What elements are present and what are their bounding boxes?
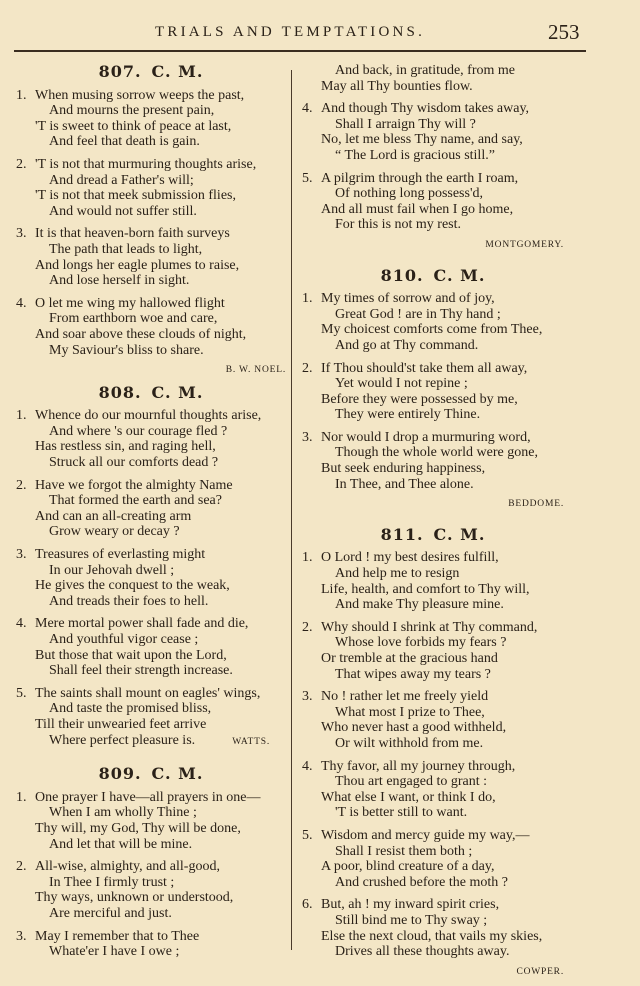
verse-number: 5. bbox=[302, 170, 313, 186]
verse-line bbox=[16, 327, 286, 343]
verse-number: 3. bbox=[16, 928, 27, 944]
verse-number: 2. bbox=[16, 859, 27, 875]
verse-text: My Saviour's bliss to share. bbox=[49, 342, 204, 358]
verse-text: Treasures of everlasting might bbox=[35, 547, 206, 563]
verse-line bbox=[302, 736, 564, 752]
verse-text: It is that heaven-born faith surveys bbox=[35, 226, 230, 242]
verse-line bbox=[16, 258, 286, 274]
verse-text: And youthful vigor cease ; bbox=[49, 632, 199, 647]
verse-text: Who never hast a good withheld, bbox=[321, 720, 507, 736]
hymn-807 bbox=[16, 88, 286, 359]
verse-line bbox=[16, 632, 286, 648]
verse-line bbox=[16, 616, 286, 632]
verse-line bbox=[16, 805, 286, 821]
verse-line bbox=[302, 186, 564, 202]
verse-line bbox=[302, 667, 564, 683]
verse-line bbox=[302, 790, 564, 806]
verse-number: 4. bbox=[302, 101, 313, 117]
verse-number: 1. bbox=[302, 291, 313, 307]
verse-line bbox=[16, 493, 286, 509]
verse-number: 3. bbox=[16, 547, 27, 563]
verse-text: And help me to resign bbox=[335, 566, 460, 582]
verse-text: And dread a Father's will; bbox=[49, 172, 194, 188]
verse-line bbox=[16, 890, 286, 906]
right-column bbox=[302, 63, 564, 986]
verse-text: No, let me bless Thy name, and say, bbox=[321, 132, 523, 148]
verse-text: And feel that death is gain. bbox=[49, 134, 200, 150]
verse-text: “ The Lord is gracious still.” bbox=[335, 147, 495, 163]
verse-line bbox=[302, 322, 564, 338]
verse-line bbox=[302, 101, 564, 117]
verse bbox=[302, 63, 564, 94]
verse-number: 2. bbox=[302, 619, 313, 635]
verse bbox=[302, 828, 564, 890]
verse-text: Struck all our comforts dead ? bbox=[49, 455, 219, 471]
verse-text: Great God ! are in Thy hand ; bbox=[335, 306, 501, 322]
verse-text: If Thou should'st take them all away, bbox=[321, 360, 528, 376]
verse-text: And make Thy pleasure mine. bbox=[335, 597, 504, 613]
verse-line: May all Thy bounties flow. bbox=[321, 78, 473, 94]
hymn-810-author: BEDDOME. bbox=[508, 499, 564, 510]
page-number: 253 bbox=[548, 20, 580, 44]
verse bbox=[302, 101, 564, 163]
hymn-809-verses-continued bbox=[302, 101, 564, 233]
verse-line bbox=[302, 117, 564, 133]
verse-number: 2. bbox=[16, 156, 27, 172]
verse-text: 'T is better still to want. bbox=[335, 805, 468, 821]
verse-line bbox=[16, 875, 286, 891]
verse-line bbox=[302, 689, 564, 705]
verse-text: Thy favor, all my journey through, bbox=[321, 758, 516, 774]
verse-number: 4. bbox=[16, 295, 27, 311]
verse-text: That wipes away my tears ? bbox=[335, 666, 491, 682]
verse bbox=[16, 296, 286, 358]
verse-text: One prayer I have—all prayers in one— bbox=[35, 789, 261, 805]
verse-line bbox=[302, 566, 564, 582]
header-rule bbox=[14, 50, 586, 52]
verse-text: Still bind me to Thy sway ; bbox=[335, 912, 488, 928]
verse-line bbox=[16, 157, 286, 173]
verse-line bbox=[16, 790, 286, 806]
verse-text: 'T is sweet to think of peace at last, bbox=[35, 118, 232, 134]
verse-line bbox=[16, 273, 286, 289]
verse-number: 4. bbox=[16, 616, 27, 632]
verse-text: Or tremble at the gracious hand bbox=[321, 651, 498, 666]
verse-text: Are merciful and just. bbox=[49, 905, 172, 921]
verse-text: Till their unwearied feet arrive bbox=[35, 716, 207, 732]
hymn-807-heading: 807. C. M. bbox=[98, 62, 204, 81]
verse-text: In Thee I firmly trust ; bbox=[49, 874, 175, 890]
verse-text: What most I prize to Thee, bbox=[335, 704, 485, 720]
verse-text: But seek enduring happiness, bbox=[321, 461, 486, 477]
verse-text: And taste the promised bliss, bbox=[49, 701, 212, 717]
verse-text: All-wise, almighty, and all-good, bbox=[35, 859, 220, 875]
left-column bbox=[16, 58, 286, 967]
verse-text: A pilgrim through the earth I roam, bbox=[321, 170, 519, 186]
hymn-808 bbox=[16, 408, 286, 748]
verse-line bbox=[16, 859, 286, 875]
verse-line bbox=[302, 705, 564, 721]
verse-line bbox=[16, 424, 286, 440]
verse-number: 2. bbox=[302, 360, 313, 376]
verse-line bbox=[16, 478, 286, 494]
verse-text: And all must fail when I go home, bbox=[321, 201, 514, 217]
hymn-811-author: COWPER. bbox=[516, 966, 564, 977]
verse-line bbox=[16, 88, 286, 104]
verse-text: Wisdom and mercy guide my way,— bbox=[321, 827, 530, 843]
hymn-811 bbox=[302, 550, 564, 959]
verse-line bbox=[302, 148, 564, 164]
verse-line bbox=[302, 338, 564, 354]
verse bbox=[16, 408, 286, 470]
verse-number: 1. bbox=[16, 789, 27, 805]
verse-line bbox=[16, 563, 286, 579]
verse-text: O Lord ! my best desires fulfill, bbox=[321, 550, 499, 566]
verse-line bbox=[302, 597, 564, 613]
verse-text: And where 's our courage fled ? bbox=[49, 423, 228, 439]
verse-text: And crushed before the moth ? bbox=[335, 874, 508, 890]
verse-line bbox=[302, 651, 564, 667]
verse-line bbox=[302, 132, 564, 148]
hymn-810-heading: 810. C. M. bbox=[380, 265, 486, 285]
verse-text: Before they were possessed by me, bbox=[321, 391, 518, 407]
verse-line bbox=[302, 635, 564, 651]
verse-text: 'T is not that meek submission flies, bbox=[35, 188, 236, 204]
verse bbox=[302, 759, 564, 821]
verse-text: Nor would I drop a murmuring word, bbox=[321, 429, 531, 445]
verse-line bbox=[302, 875, 564, 891]
verse-line bbox=[16, 311, 286, 327]
verse-line bbox=[302, 445, 564, 461]
hymn-808-heading: 808. C. M. bbox=[98, 382, 204, 402]
verse-line bbox=[16, 343, 286, 359]
verse-number: 1. bbox=[16, 408, 27, 424]
verse-line bbox=[302, 171, 564, 187]
verse-line bbox=[16, 906, 286, 922]
verse-number: 6. bbox=[302, 897, 313, 913]
verse-number: 4. bbox=[302, 758, 313, 774]
verse-line bbox=[302, 859, 564, 875]
verse-text: My choicest comforts come from Thee, bbox=[321, 322, 543, 338]
verse-line bbox=[16, 204, 286, 220]
verse-line bbox=[302, 929, 564, 945]
verse-text: For this is not my rest. bbox=[335, 217, 462, 233]
verse-line bbox=[16, 439, 286, 455]
verse bbox=[302, 171, 564, 233]
verse bbox=[16, 616, 286, 678]
hymn-810 bbox=[302, 291, 564, 492]
verse-line bbox=[302, 392, 564, 408]
verse-number: 5. bbox=[16, 685, 27, 701]
verse bbox=[16, 859, 286, 921]
verse-text: And treads their foes to hell. bbox=[49, 593, 209, 609]
verse-text: A poor, blind creature of a day, bbox=[321, 859, 495, 875]
verse-text: And can an all-creating arm bbox=[35, 508, 192, 524]
verse-text: Life, health, and comfort to Thy will, bbox=[321, 581, 530, 597]
verse-line bbox=[16, 509, 286, 525]
verse bbox=[302, 361, 564, 423]
verse-line bbox=[302, 550, 564, 566]
verse-line bbox=[16, 648, 286, 664]
verse-text: And longs her eagle plumes to raise, bbox=[35, 257, 240, 273]
verse-line bbox=[302, 291, 564, 307]
verse bbox=[16, 157, 286, 219]
verse bbox=[16, 686, 286, 748]
hymn-author: WATTS. bbox=[232, 736, 270, 747]
verse bbox=[302, 897, 564, 959]
verse-text: Have we forgot the almighty Name bbox=[35, 477, 233, 493]
verse-text: And soar above these clouds of night, bbox=[35, 326, 247, 342]
verse-text: And would not suffer still. bbox=[49, 203, 197, 219]
verse-line bbox=[302, 376, 564, 392]
verse-number: 1. bbox=[302, 550, 313, 566]
verse-line bbox=[16, 188, 286, 204]
hymn-811-heading: 811. C. M. bbox=[380, 524, 486, 544]
verse-line bbox=[16, 296, 286, 312]
verse-line bbox=[16, 733, 286, 749]
verse-text: Shall feel their strength increase. bbox=[49, 663, 233, 679]
hymn-809 bbox=[16, 790, 286, 960]
verse-line bbox=[302, 944, 564, 960]
verse-number: 1. bbox=[16, 87, 27, 103]
verse-text: Grow weary or decay ? bbox=[49, 524, 180, 540]
verse-number: 3. bbox=[302, 689, 313, 705]
verse-line bbox=[16, 547, 286, 563]
verse-line bbox=[16, 119, 286, 135]
verse-text: That formed the earth and sea? bbox=[49, 493, 222, 509]
verse-line bbox=[302, 217, 564, 233]
verse-text: They were entirely Thine. bbox=[335, 407, 481, 423]
verse-text: When musing sorrow weeps the past, bbox=[35, 87, 245, 103]
verse bbox=[302, 620, 564, 682]
verse-number: 3. bbox=[302, 429, 313, 445]
verse-text: 'T is not that murmuring thoughts arise, bbox=[35, 156, 257, 172]
verse-line bbox=[302, 202, 564, 218]
verse-text: No ! rather let me freely yield bbox=[321, 689, 489, 705]
running-title: TRIALS AND TEMPTATIONS. bbox=[155, 24, 426, 40]
verse-line bbox=[16, 226, 286, 242]
verse bbox=[16, 88, 286, 150]
verse-line bbox=[302, 461, 564, 477]
verse-number: 2. bbox=[16, 477, 27, 493]
verse-line bbox=[302, 805, 564, 821]
verse-text: In Thee, and Thee alone. bbox=[335, 476, 474, 492]
verse-text: And go at Thy command. bbox=[335, 337, 479, 353]
verse bbox=[16, 547, 286, 609]
hymn-807-author: B. W. NOEL. bbox=[225, 365, 286, 376]
verse-line bbox=[302, 720, 564, 736]
verse-line bbox=[302, 361, 564, 377]
verse-line bbox=[302, 582, 564, 598]
verse-line bbox=[16, 663, 286, 679]
verse-line bbox=[302, 307, 564, 323]
verse-line bbox=[16, 134, 286, 150]
verse bbox=[302, 291, 564, 353]
verse-line bbox=[302, 407, 564, 423]
verse-line bbox=[16, 242, 286, 258]
hymn-809-heading: 809. C. M. bbox=[98, 764, 204, 784]
verse-text: Yet would I not repine ; bbox=[335, 376, 468, 392]
verse-text: And let that will be mine. bbox=[49, 836, 193, 852]
verse-line bbox=[16, 701, 286, 717]
verse-text: Else the next cloud, that vails my skies, bbox=[321, 928, 543, 944]
verse-text: The path that leads to light, bbox=[49, 241, 203, 257]
verse-line bbox=[16, 594, 286, 610]
verse-text: From earthborn woe and care, bbox=[49, 311, 218, 327]
verse-text: Shall I arraign Thy will ? bbox=[335, 116, 476, 132]
verse-text: Has restless sin, and raging hell, bbox=[35, 439, 216, 455]
verse bbox=[16, 226, 286, 288]
verse-line bbox=[302, 897, 564, 913]
verse-line bbox=[16, 944, 286, 960]
verse-line bbox=[16, 103, 286, 119]
verse-line bbox=[302, 844, 564, 860]
verse bbox=[302, 430, 564, 492]
hymn-809-author: MONTGOMERY. bbox=[485, 239, 564, 250]
verse-line bbox=[16, 821, 286, 837]
verse-line bbox=[16, 408, 286, 424]
page-header bbox=[0, 18, 640, 50]
verse-text: The saints shall mount on eagles' wings, bbox=[35, 685, 261, 701]
verse-line bbox=[16, 686, 286, 702]
hymn-809-continued bbox=[302, 63, 564, 94]
verse-line bbox=[16, 717, 286, 733]
verse-line bbox=[16, 578, 286, 594]
verse-line bbox=[302, 774, 564, 790]
verse-line bbox=[16, 173, 286, 189]
verse-text: Thy will, my God, Thy will be done, bbox=[35, 820, 241, 836]
verse-text: O let me wing my hallowed flight bbox=[35, 295, 225, 311]
verse-text: Mere mortal power shall fade and die, bbox=[35, 616, 249, 632]
verse-text: In our Jehovah dwell ; bbox=[49, 562, 175, 578]
verse-text: Where perfect pleasure is. bbox=[49, 732, 196, 748]
verse-text: Why should I shrink at Thy command, bbox=[321, 619, 538, 635]
verse-text: Whate'er I have I owe ; bbox=[49, 944, 180, 960]
verse-text: But those that wait upon the Lord, bbox=[35, 647, 227, 663]
verse bbox=[302, 550, 564, 612]
verse-number: 3. bbox=[16, 226, 27, 242]
verse-text: And though Thy wisdom takes away, bbox=[321, 101, 530, 117]
verse-text: Drives all these thoughts away. bbox=[335, 944, 510, 960]
verse-number: 5. bbox=[302, 827, 313, 843]
verse bbox=[16, 790, 286, 852]
verse bbox=[302, 689, 564, 751]
verse-text: Thy ways, unknown or understood, bbox=[35, 890, 234, 906]
verse-text: But, ah ! my inward spirit cries, bbox=[321, 897, 500, 913]
verse bbox=[16, 929, 286, 960]
verse-text: What else I want, or think I do, bbox=[321, 789, 496, 805]
verse-text: And lose herself in sight. bbox=[49, 273, 190, 289]
verse-line bbox=[16, 455, 286, 471]
verse-line bbox=[16, 524, 286, 540]
verse-text: Though the whole world were gone, bbox=[335, 445, 538, 461]
verse-text: May I remember that to Thee bbox=[35, 928, 200, 944]
verse-text: Of nothing long possess'd, bbox=[335, 186, 483, 202]
verse-line: And back, in gratitude, from me bbox=[335, 63, 516, 78]
verse-text: He gives the conquest to the weak, bbox=[35, 578, 230, 594]
verse-line bbox=[16, 837, 286, 853]
verse-text: Whose love forbids my fears ? bbox=[335, 635, 507, 651]
verse-text: Or wilt withhold from me. bbox=[335, 735, 484, 751]
verse-text: Thou art engaged to grant : bbox=[335, 774, 488, 790]
verse-line bbox=[302, 828, 564, 844]
column-divider bbox=[291, 70, 292, 950]
verse-line bbox=[302, 913, 564, 929]
verse-text: Shall I resist them both ; bbox=[335, 843, 473, 859]
verse-text: Whence do our mournful thoughts arise, bbox=[35, 408, 262, 424]
verse-line bbox=[302, 477, 564, 493]
verse-text: And mourns the present pain, bbox=[49, 103, 215, 119]
verse-text: When I am wholly Thine ; bbox=[49, 805, 197, 821]
verse-line bbox=[302, 430, 564, 446]
verse-text: My times of sorrow and of joy, bbox=[321, 291, 495, 307]
verse bbox=[16, 478, 286, 540]
verse-line bbox=[302, 759, 564, 775]
verse-line bbox=[302, 620, 564, 636]
verse-line bbox=[16, 929, 286, 945]
